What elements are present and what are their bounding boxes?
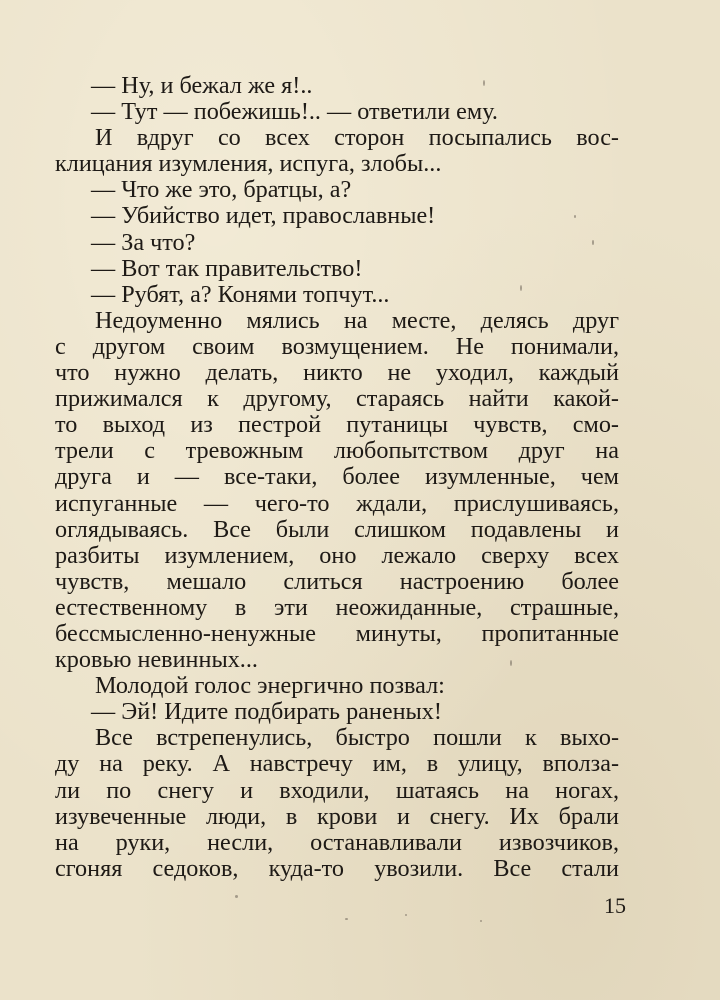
paper-speck: [510, 660, 512, 666]
paragraph-line: изувеченные люди, в крови и снегу. Их брали: [55, 803, 619, 830]
paragraph-line: то выход из пестрой путаницы чувств, смо-: [55, 412, 619, 439]
paragraph-line: разбиты изумлением, оно лежало сверху всех: [55, 542, 619, 569]
paper-speck: [520, 285, 522, 291]
paragraph-line: ду на реку. А навстречу им, в улицу, вполза-: [55, 751, 619, 778]
paper-speck: [574, 215, 576, 218]
dialogue-line: — Убийство идет, православные!: [91, 202, 436, 230]
paragraph-line: оглядываясь. Все были слишком подавлены и: [55, 516, 619, 543]
paragraph-line: И вдруг со всех сторон посыпались вос-: [95, 125, 619, 152]
dialogue-line: — Ну, и бежал же я!..: [91, 72, 313, 99]
paragraph-line: бессмысленно-ненужные минуты, пропитанные: [55, 620, 619, 647]
body-text: [55, 73, 619, 882]
paragraph-line: естественному в эти неожиданные, страшные,: [55, 594, 619, 621]
paragraph-line: ли по снегу и входили, шатаясь на ногах,: [55, 777, 619, 804]
paragraph-line: друга и — все-таки, более изумленные, чем: [55, 464, 619, 491]
page-number: 15: [604, 893, 626, 918]
paragraph-line: трели с тревожным любопытством друг на: [55, 438, 619, 465]
paragraph-line: с другом своим возмущением. Не понимали,: [55, 333, 619, 360]
paragraph-line: сгоняя седоков, куда-то увозили. Все стали: [55, 855, 619, 882]
paper-speck: [405, 914, 407, 916]
dialogue-line: — Рубят, а? Конями топчут...: [91, 280, 390, 308]
paragraph-line: чувств, мешало слиться настроению более: [55, 568, 619, 595]
paper-speck: [592, 240, 594, 245]
paper-speck: [483, 80, 485, 86]
paragraph-line: кровью невинных...: [55, 646, 258, 674]
dialogue-line: — За что?: [91, 228, 196, 256]
paragraph-line: Молодой голос энергично позвал:: [95, 672, 445, 700]
paragraph-line: Все встрепенулись, быстро пошли к выхо-: [95, 725, 619, 752]
paragraph-line: Недоуменно мялись на месте, делясь друг: [95, 307, 619, 334]
paper-speck: [480, 920, 482, 922]
paragraph-line: прижимался к другому, стараясь найти какой-: [55, 386, 619, 413]
dialogue-line: — Тут — побежишь!.. — ответили ему.: [91, 98, 498, 126]
dialogue-line: — Что же это, братцы, а?: [91, 176, 352, 204]
paper-speck: [345, 918, 348, 920]
paragraph-line: на руки, несли, останавливали извозчиков,: [55, 829, 619, 856]
paragraph-line: клицания изумления, испуга, злобы...: [55, 150, 442, 178]
paragraph-line: что нужно делать, никто не уходил, каждый: [55, 360, 619, 387]
paper-speck: [235, 895, 238, 898]
dialogue-line: — Эй! Идите подбирать раненых!: [91, 698, 442, 726]
dialogue-line: — Вот так правительство!: [91, 254, 363, 282]
paragraph-line: испуганные — чего-то ждали, прислушиваясь,: [55, 490, 619, 517]
